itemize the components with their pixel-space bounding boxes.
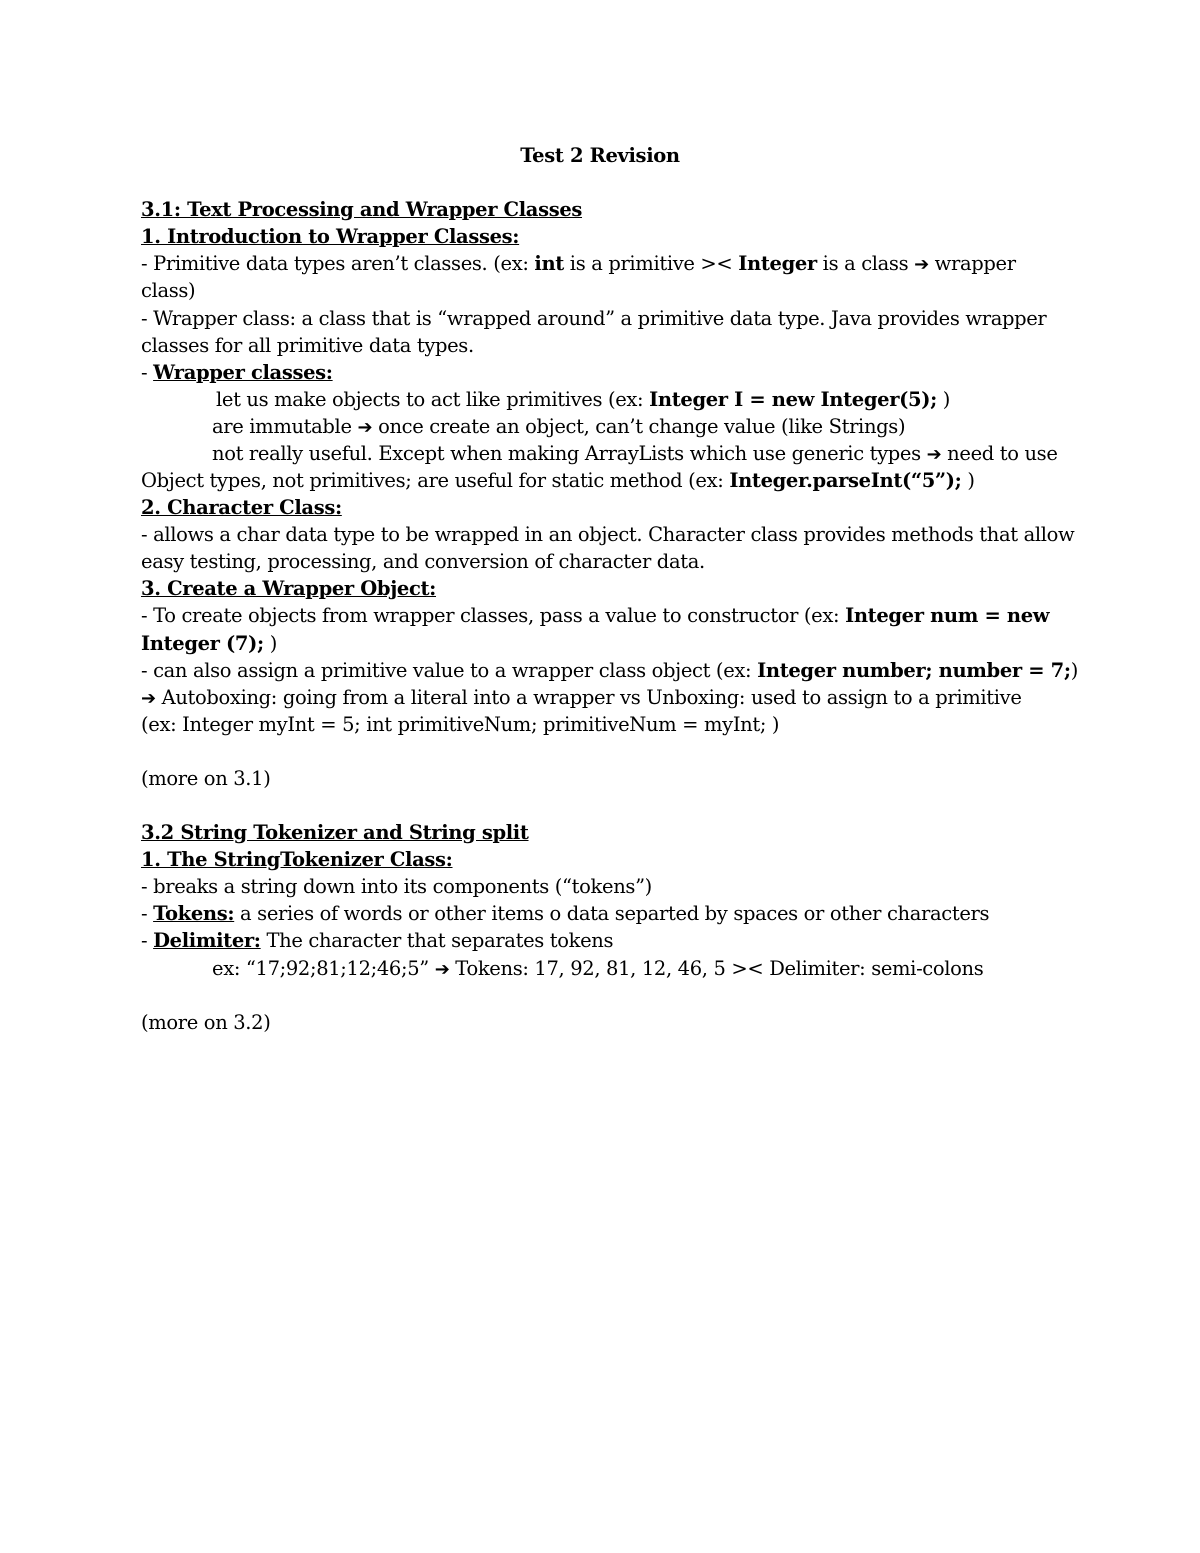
text-line: ex: “17;92;81;12;46;5” ➔ Tokens: 17, 92, 81, 12, 46, 5 >< Delimiter: semi-colons bbox=[212, 957, 984, 980]
text-line: are immutable ➔ once create an object, can’t change value (like Strings) bbox=[212, 415, 906, 438]
subheading-create-wrapper-object: 3. Create a Wrapper Object: bbox=[141, 577, 436, 600]
text-line: classes for all primitive data types. bbox=[141, 334, 474, 357]
text-line: - allows a char data type to be wrapped in an object. Character class provides methods that allow bbox=[141, 523, 1075, 546]
text-line: class) bbox=[141, 279, 196, 302]
arrow-right-icon: ➔ bbox=[357, 417, 373, 438]
text-line: let us make objects to act like primitives (ex: Integer I = new Integer(5); ) bbox=[216, 388, 951, 411]
section-heading-3-2: 3.2 String Tokenizer and String split bbox=[141, 821, 529, 844]
text-line: - can also assign a primitive value to a wrapper class object (ex: Integer number; number = 7;) bbox=[141, 659, 1079, 682]
arrow-right-icon: ➔ bbox=[926, 444, 942, 465]
text-line: - breaks a string down into its components (“tokens”) bbox=[141, 875, 652, 898]
text-line: - To create objects from wrapper classes, pass a value to constructor (ex: Integer num = new bbox=[141, 604, 1050, 627]
text-line: - Delimiter: The character that separates tokens bbox=[141, 929, 614, 952]
text-line: (ex: Integer myInt = 5; int primitiveNum; primitiveNum = myInt; ) bbox=[141, 713, 780, 736]
text-line: - Tokens: a series of words or other items o data separted by spaces or other characters bbox=[141, 902, 990, 925]
text-line: Integer (7); ) bbox=[141, 632, 277, 655]
section-heading-3-1: 3.1: Text Processing and Wrapper Classes bbox=[141, 198, 583, 221]
text-line: ➔ Autoboxing: going from a literal into a wrapper vs Unboxing: used to assign to a primitive bbox=[141, 686, 1022, 709]
arrow-right-icon: ➔ bbox=[914, 254, 929, 275]
text-line: - Wrapper class: a class that is “wrapped around” a primitive data type. Java provides wrapper bbox=[141, 307, 1047, 330]
page-title: Test 2 Revision bbox=[520, 144, 680, 167]
more-note-3-1: (more on 3.1) bbox=[141, 767, 271, 790]
text-line: easy testing, processing, and conversion of character data. bbox=[141, 550, 705, 573]
arrow-right-icon: ➔ bbox=[141, 688, 156, 709]
text-line: Object types, not primitives; are useful for static method (ex: Integer.parseInt(“5”); ) bbox=[141, 469, 975, 492]
text-line: not really useful. Except when making ArrayLists which use generic types ➔ need to use bbox=[212, 442, 1058, 465]
more-note-3-2: (more on 3.2) bbox=[141, 1011, 271, 1034]
text-line: - Wrapper classes: bbox=[141, 361, 333, 384]
subheading-character-class: 2. Character Class: bbox=[141, 496, 342, 519]
subheading-intro-wrapper-classes: 1. Introduction to Wrapper Classes: bbox=[141, 225, 520, 248]
arrow-right-icon: ➔ bbox=[434, 959, 450, 980]
subheading-stringtokenizer-class: 1. The StringTokenizer Class: bbox=[141, 848, 453, 871]
text-line: - Primitive data types aren’t classes. (ex: int is a primitive >< Integer is a class ➔ wrapper bbox=[141, 252, 1016, 275]
